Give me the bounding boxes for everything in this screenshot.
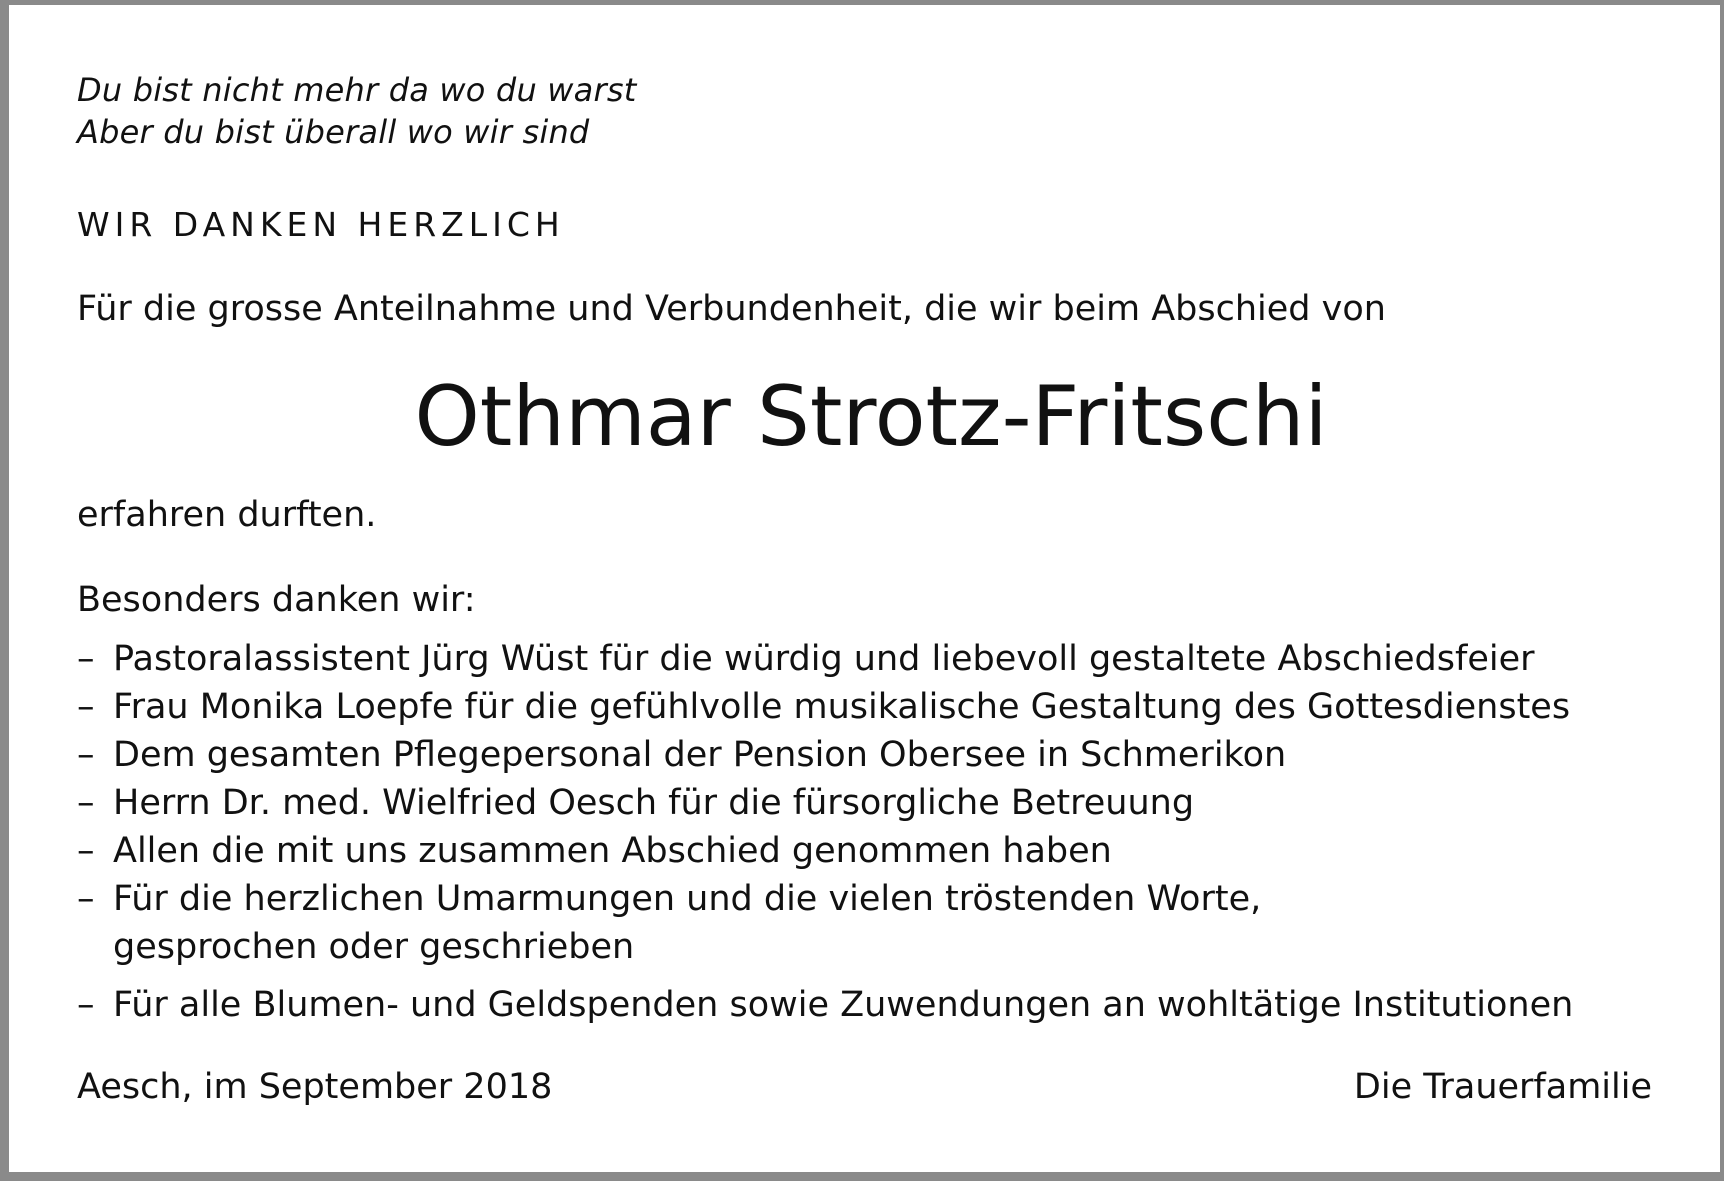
thanks-item xyxy=(77,635,1573,683)
dash-bullet: – xyxy=(77,831,95,871)
outro-text: erfahren durften. xyxy=(77,495,377,535)
thanks-item-text: Dem gesamten Pflegepersonal der Pension Obersee in Schmerikon xyxy=(113,735,1287,775)
thanks-item-text: Frau Monika Loepfe für die gefühlvolle musikalische Gestaltung des Gottesdienstes xyxy=(113,687,1571,727)
dash-bullet: – xyxy=(77,639,95,679)
dash-bullet: – xyxy=(77,783,95,823)
thanks-item-text: Für alle Blumen- und Geldspenden sowie Zuwendungen an wohltätige Institutionen xyxy=(113,985,1574,1025)
thanks-item-text: Herrn Dr. med. Wielfried Oesch für die fürsorgliche Betreuung xyxy=(113,783,1195,823)
intro-text: Für die grosse Anteilnahme und Verbundenheit, die wir beim Abschied von xyxy=(77,289,1386,329)
thanks-item-text: Für die herzlichen Umarmungen und die vielen tröstenden Worte, xyxy=(113,879,1262,919)
dash-bullet: – xyxy=(77,879,95,919)
place-date: Aesch, im September 2018 xyxy=(77,1067,553,1107)
thanks-label: Besonders danken wir: xyxy=(77,580,476,620)
thanks-item-text: Pastoralassistent Jürg Wüst für die würdig und liebevoll gestaltete Abschiedsfeier xyxy=(113,639,1535,679)
heading: WIR DANKEN HERZLICH xyxy=(77,205,565,244)
thanks-item xyxy=(77,827,1573,875)
signature: Die Trauerfamilie xyxy=(1353,1067,1652,1107)
thanks-list xyxy=(77,635,1573,1029)
thanks-item-text-continued: gesprochen oder geschrieben xyxy=(113,927,635,967)
dash-bullet: – xyxy=(77,985,95,1025)
thanks-item xyxy=(77,731,1573,779)
quote xyxy=(77,69,636,153)
deceased-name: Othmar Strotz-Fritschi xyxy=(414,368,1328,465)
dash-bullet: – xyxy=(77,735,95,775)
quote-line-1: Du bist nicht mehr da wo du warst xyxy=(77,71,637,109)
thanks-item xyxy=(77,779,1573,827)
thanks-item-text: Allen die mit uns zusammen Abschied genommen haben xyxy=(113,831,1112,871)
thanks-item xyxy=(77,981,1573,1029)
thanks-item xyxy=(77,875,1573,971)
quote-line-2: Aber du bist überall wo wir sind xyxy=(77,113,590,151)
dash-bullet: – xyxy=(77,687,95,727)
thanks-item xyxy=(77,683,1573,731)
